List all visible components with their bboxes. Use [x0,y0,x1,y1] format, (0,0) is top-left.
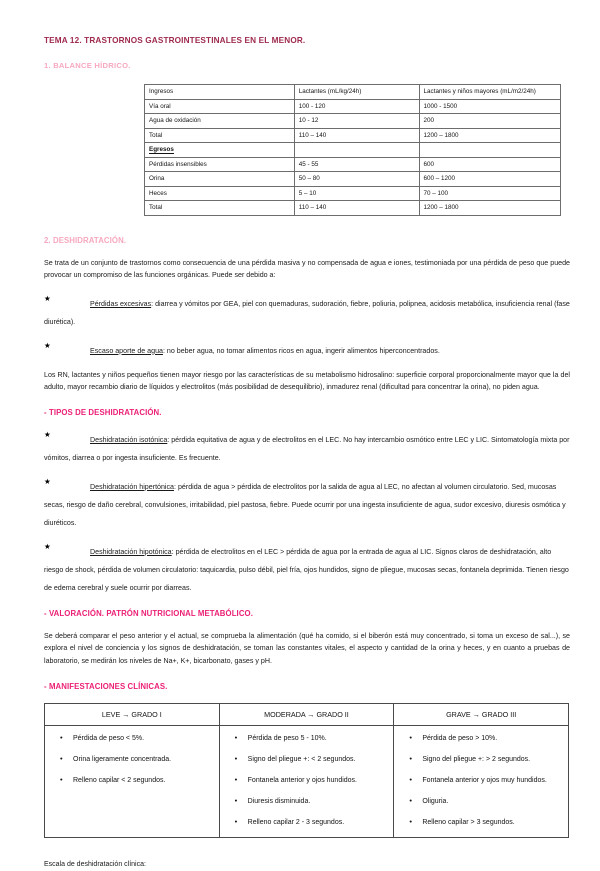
page-title: TEMA 12. TRASTORNOS GASTROINTESTINALES EN EL MENOR. [44,36,306,45]
table-row [145,186,561,201]
list-item: • Signo del pliegue +: < 2 segundos. [248,754,388,765]
table-header-cell-ingresos: Ingresos [145,85,295,100]
list-item: • Signo del pliegue +: > 2 segundos. [422,754,562,765]
section-heading-valoracion: - VALORACIÓN. PATRÓN NUTRICIONAL METABÓLICO. [44,608,253,618]
row-label: Total [145,128,295,143]
star-icon: ★ [44,541,51,551]
grades-cell-leve [45,725,220,837]
list-item: • Relleno capilar 2 - 3 segundos. [248,817,388,828]
cause-item-escaso-aporte [44,340,570,358]
grades-cell-moderada [219,725,394,837]
deshidratacion-intro-paragraph: Se trata de un conjunto de trastornos como consecuencia de una pérdida masiva y no compensada de agua e iones, testimoniada por una pérdida de peso que puede provocar un compromiso de las funciones orgánicas. Puede ser debido a: [44,258,570,280]
balance-hidrico-table-wrapper [144,84,561,216]
section-heading-manifestaciones: - MANIFESTACIONES CLÍNICAS. [44,681,168,691]
star-icon: ★ [44,476,51,486]
table-row [145,201,561,216]
tipo-term: Deshidratación isotónica [90,435,168,444]
grades-header-grave: GRAVE → GRADO III [394,703,569,725]
list-item: • Pérdida de peso > 10%. [422,733,562,744]
list-item: • Orina ligeramente concentrada. [73,754,213,765]
tipo-term: Deshidratación hipotónica [90,547,172,556]
tipo-description: : pérdida de agua > pérdida de electrolitos por la salida de agua al LEC, no afectan al volumen circulatorio. Sed, mucosas secas, riesgo de daño cerebral, convulsiones, irritabilidad, piel pastosa, fiebre. Puede ocurrir por una ingesta insuficiente de agua, sudor excesivo, diuresis osmótica y diuréticos. [44,482,566,527]
grades-list-grave [400,733,562,828]
grades-table-body [45,703,569,837]
table-row [145,128,561,143]
valoracion-paragraph: Se deberá comparar el peso anterior y el actual, se comprueba la alimentación (qué ha comido, si el biberón está muy concentrado, si toma un exceso de sal...), se explora el nivel de conciencia y los signos de deshidratación, se toman las constantes vitales, el aspecto y cantidad de la orina y heces, y en cuanto a pruebas de laboratorio, se medirán los niveles de Na+, K+, bicarbonato, gases y pH. [44,631,570,666]
grades-cell-grave [394,725,569,837]
cause-term: Pérdidas excesivas [90,299,152,308]
table-section-label-egresos [145,143,295,158]
list-item: • Relleno capilar < 2 segundos. [73,775,213,786]
row-value-lactantes: 45 - 55 [294,157,419,172]
risk-paragraph: Los RN, lactantes y niños pequeños tienen mayor riesgo por las características de su metabolismo hidrosalino: superficie corporal proporcionalmente mayor que la del adulto, mayor recambio diario de líquidos y electrolitos (más posibilidad de desequilibrio), inmadurez renal (dificultad para concentrar la orina), no piden agua. [44,370,570,392]
row-value-mayores: 600 [419,157,560,172]
row-label: Pérdidas insensibles [145,157,295,172]
table-row [145,172,561,187]
section-heading-tipos: - TIPOS DE DESHIDRATACIÓN. [44,407,162,417]
table-section-row-egresos [145,143,561,158]
row-label: Orina [145,172,295,187]
tipo-text [44,548,569,592]
star-icon: ★ [44,340,51,350]
star-icon: ★ [44,429,51,439]
egresos-label-text: Egresos [149,146,174,153]
row-value-lactantes: 100 - 120 [294,99,419,114]
row-value-mayores: 1200 – 1800 [419,201,560,216]
table-row [145,157,561,172]
row-value-mayores: 1200 – 1800 [419,128,560,143]
cause-item-perdidas-excesivas [44,293,570,329]
section-heading-balance-hidrico: 1. BALANCE HÍDRICO. [44,61,131,70]
section-heading-deshidratacion: 2. DESHIDRATACIÓN. [44,235,127,245]
row-value-lactantes: 10 - 12 [294,114,419,129]
grades-list-moderada [226,733,388,828]
grades-header-moderada: MODERADA → GRADO II [219,703,394,725]
table-header-cell-lactantes: Lactantes (mL/kg/24h) [294,85,419,100]
table-header-cell-mayores: Lactantes y niños mayores (mL/m2/24h) [419,85,560,100]
balance-hidrico-table [144,84,561,216]
tipo-description: : pérdida equitativa de agua y de electrolitos en el LEC. No hay intercambio osmótico entre LEC y LIC. Sintomatología mixta por vómitos, diarrea o por ingesta insuficiente. Es frecuente. [44,435,570,462]
list-item: • Fontanela anterior y ojos muy hundidos. [422,775,562,786]
grades-header-row [45,703,569,725]
tipo-item-hipertonica [44,476,570,530]
row-label: Vía oral [145,99,295,114]
cause-description: : diarrea y vómitos por GEA, piel con quemaduras, sudoración, fiebre, poliuria, polipnea, acidosis metabólica, insuficiencia renal (fase diurética). [44,299,570,326]
star-icon: ★ [44,293,51,303]
table-section-empty-mayores [419,143,560,158]
cause-text [44,300,570,326]
row-value-lactantes: 110 – 140 [294,201,419,216]
cause-term: Escaso aporte de agua [90,346,163,355]
grades-header-leve: LEVE → GRADO I [45,703,220,725]
cause-text [90,347,440,355]
tipo-description: : pérdida de electrolitos en el LEC > pérdida de agua por la entrada de agua al LIC. Signos claros de deshidratación, alto riesgo de shock, pérdida de volumen circulatorio: taquicardia, pulso débil, piel fría, ojos hundidos, signo de pliegue, mucosas secas, fontanela deprimida. Tienen riesgo de edema cerebral y suele ocurrir por diarreas. [44,547,569,592]
row-value-mayores: 1000 - 1500 [419,99,560,114]
row-label: Agua de oxidación [145,114,295,129]
table-section-empty-lactantes [294,143,419,158]
row-value-mayores: 600 – 1200 [419,172,560,187]
tipo-item-isotonica [44,429,570,465]
list-item: • Oliguria. [422,796,562,807]
row-value-lactantes: 50 – 80 [294,172,419,187]
row-label: Heces [145,186,295,201]
tipo-term: Deshidratación hipertónica [90,482,174,491]
table-header-row [145,85,561,100]
list-item: • Fontanela anterior y ojos hundidos. [248,775,388,786]
list-item: • Relleno capilar > 3 segundos. [422,817,562,828]
footer-note: Escala de deshidratación clínica: [44,860,146,868]
row-value-mayores: 200 [419,114,560,129]
row-value-lactantes: 5 – 10 [294,186,419,201]
cause-description: : no beber agua, no tomar alimentos ricos en agua, ingerir alimentos hiperconcentrados. [162,346,440,355]
list-item: • Pérdida de peso < 5%. [73,733,213,744]
row-value-mayores: 70 – 100 [419,186,560,201]
row-label: Total [145,201,295,216]
list-item: • Diuresis disminuida. [248,796,388,807]
table-row [145,99,561,114]
list-item: • Pérdida de peso 5 - 10%. [248,733,388,744]
grades-list-leve [51,733,213,786]
grades-content-row [45,725,569,837]
table-row [145,114,561,129]
tipo-text [44,483,566,527]
tipo-item-hipotonica [44,541,570,595]
grades-table [44,703,569,838]
balance-hidrico-table-body [145,85,561,216]
tipo-text [44,436,570,462]
row-value-lactantes: 110 – 140 [294,128,419,143]
